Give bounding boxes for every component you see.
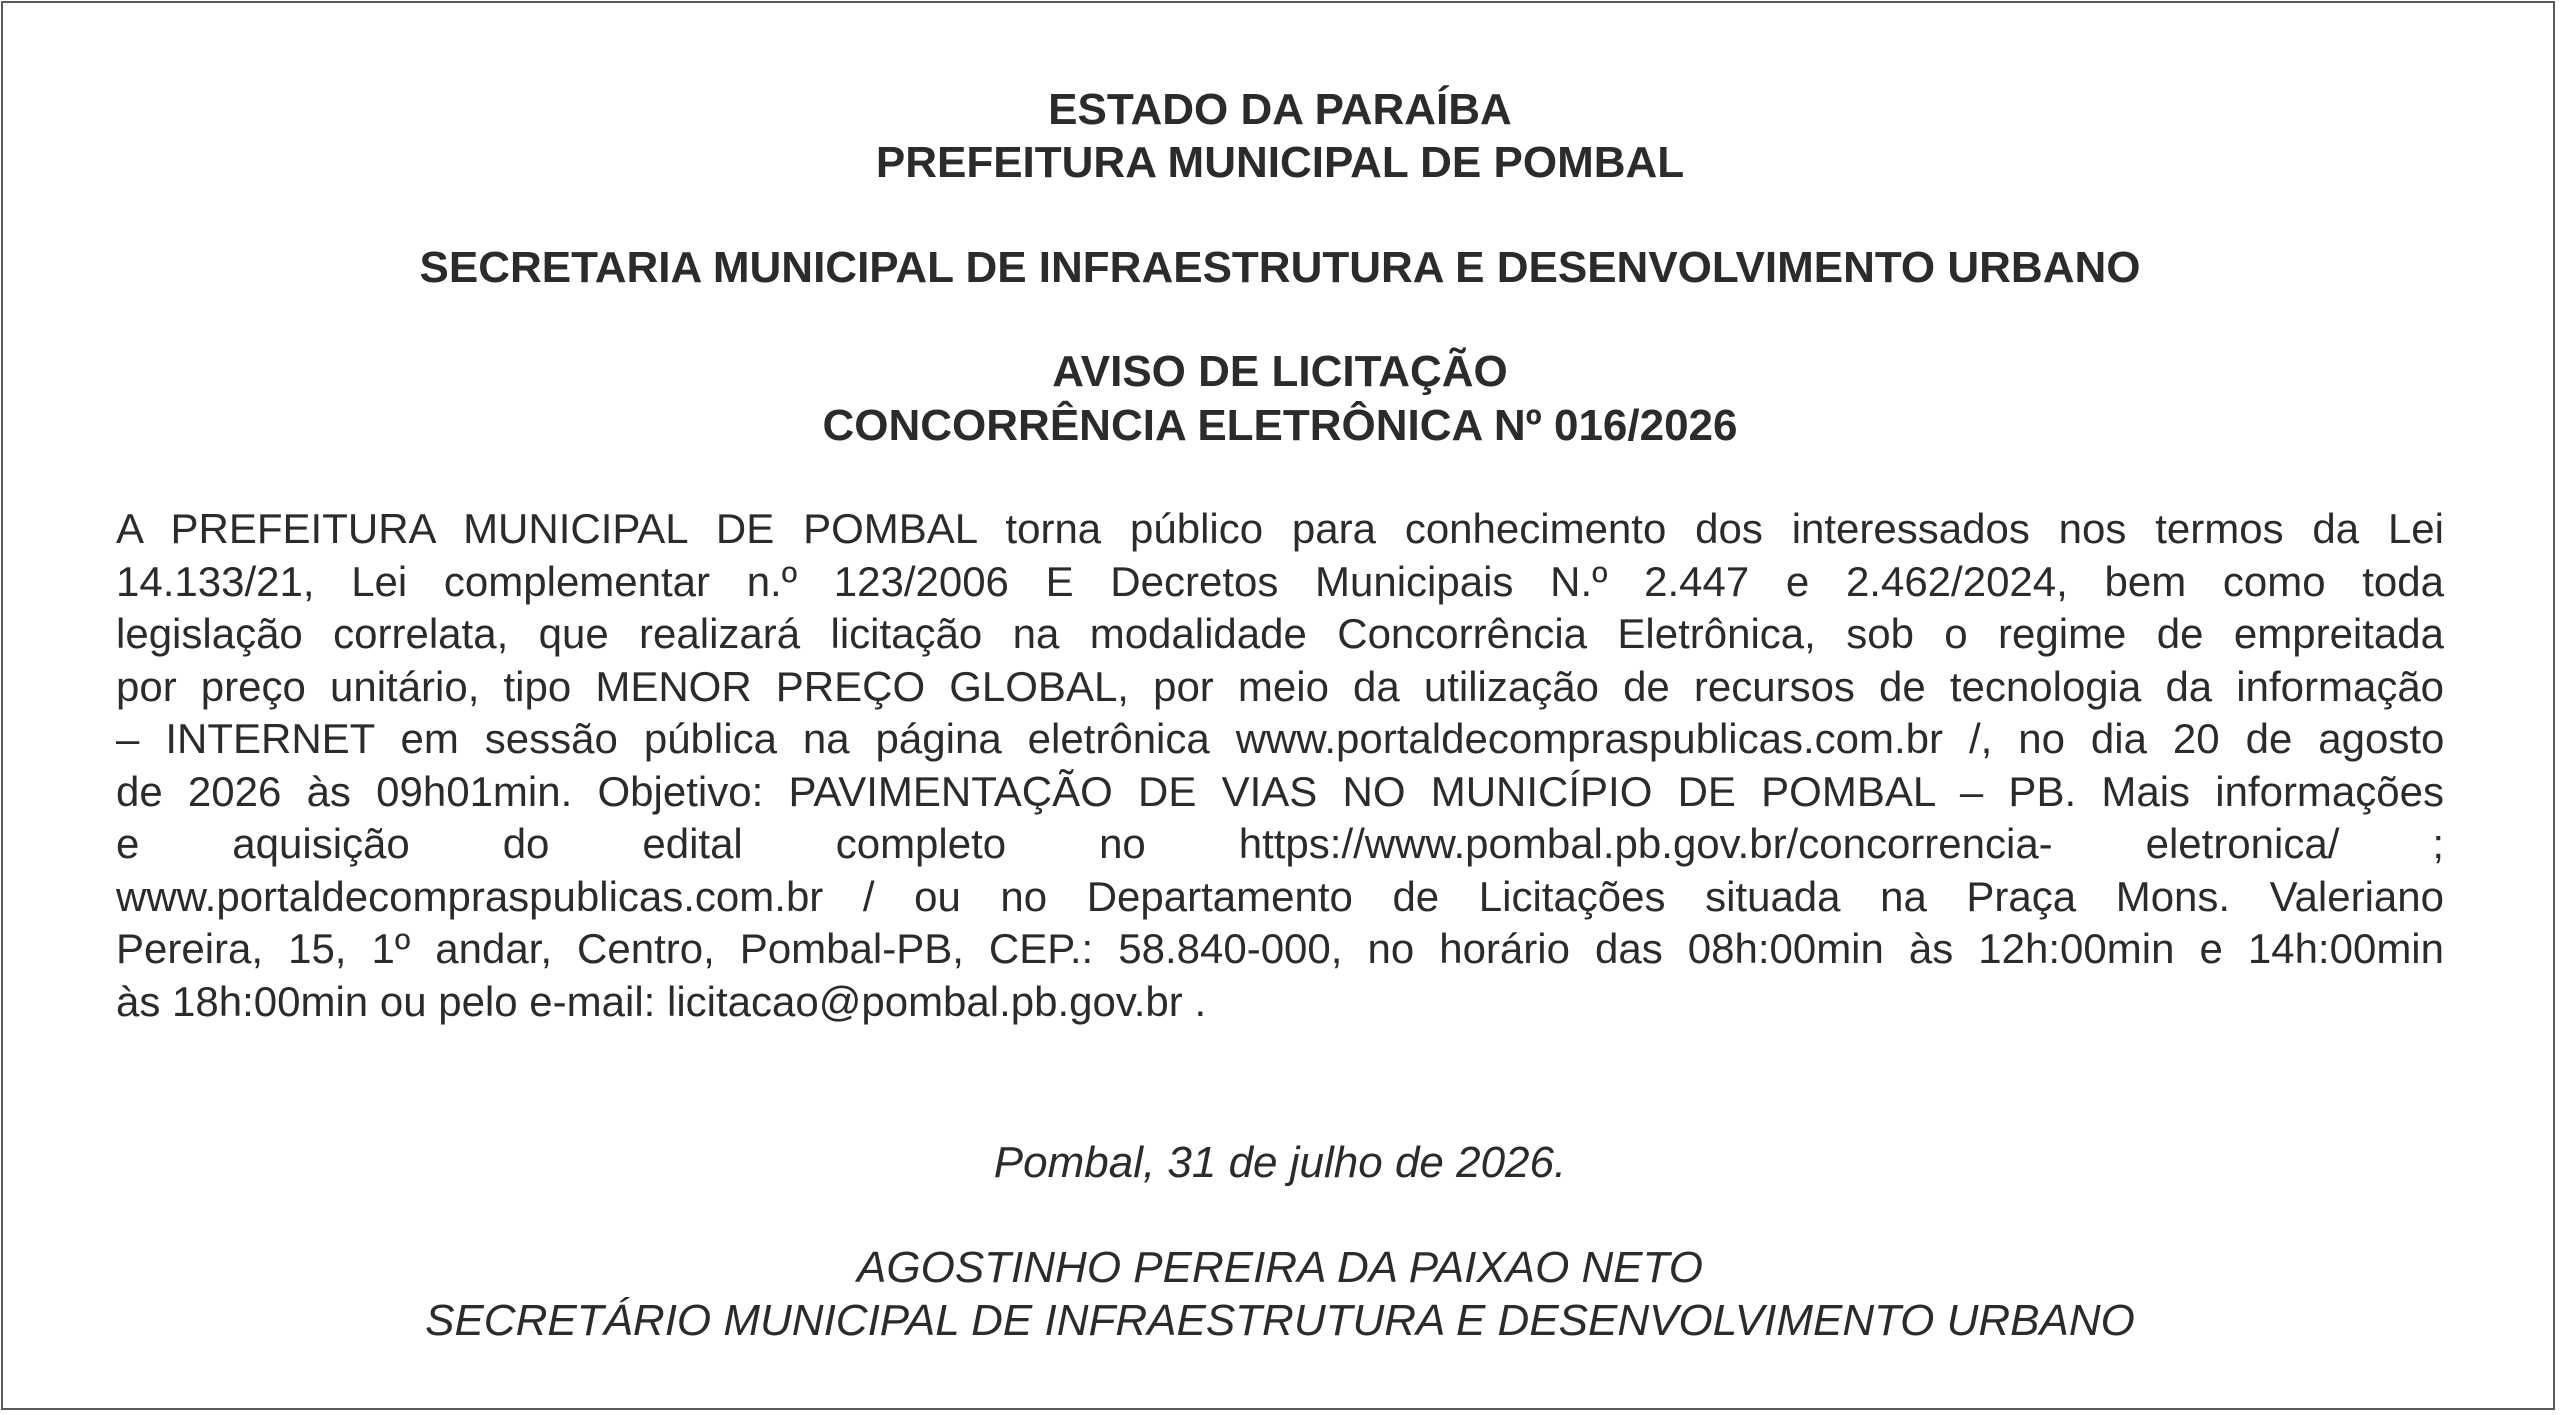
body-line: Pereira, 15, 1º andar, Centro, Pombal-PB, CEP.: 58.840-000, no horário das 08h:00min às 12h:00min e 14h:00min (116, 925, 2444, 972)
body-line: 14.133/21, Lei complementar n.º 123/2006 E Decretos Municipais N.º 2.447 e 2.462/2024, bem como toda (116, 557, 2444, 605)
municipality-heading: PREFEITURA MUNICIPAL DE POMBAL (875, 138, 1685, 187)
body-line: e aquisição do edital completo no https://www.pombal.pb.gov.br/concorrencia- eletronica/ ; (116, 820, 2444, 867)
body-line: – INTERNET em sessão pública na página eletrônica www.portaldecompraspublicas.com.br /, no dia 20 de agosto (116, 715, 2445, 762)
notice-type-heading: AVISO DE LICITAÇÃO (1052, 347, 1508, 396)
notice-body (116, 503, 2444, 1028)
place-date: Pombal, 31 de julho de 2026. (993, 1138, 1567, 1187)
signatory-title: SECRETÁRIO MUNICIPAL DE INFRAESTRUTURA E DESENVOLVIMENTO URBANO (425, 1296, 2135, 1345)
body-line: A PREFEITURA MUNICIPAL DE POMBAL torna público para conhecimento dos interessados nos termos da Lei (116, 505, 2444, 552)
secretariat-heading: SECRETARIA MUNICIPAL DE INFRAESTRUTURA E DESENVOLVIMENTO URBANO (419, 243, 2141, 292)
state-heading: ESTADO DA PARAÍBA (1048, 85, 1512, 134)
procurement-number-heading: CONCORRÊNCIA ELETRÔNICA Nº 016/2026 (822, 401, 1738, 450)
body-line: www.portaldecompraspublicas.com.br / ou no Departamento de Licitações situada na Praça Mons. Valeriano (116, 872, 2444, 920)
body-line: legislação correlata, que realizará licitação na modalidade Concorrência Eletrônica, sob o regime de empreitada (116, 610, 2444, 657)
body-line: às 18h:00min ou pelo e-mail: licitacao@pombal.pb.gov.br . (116, 977, 1207, 1025)
body-line: por preço unitário, tipo MENOR PREÇO GLOBAL, por meio da utilização de recursos de tecnologia da informação (116, 662, 2445, 710)
signatory-name: AGOSTINHO PEREIRA DA PAIXAO NETO (857, 1243, 1703, 1292)
body-line: de 2026 às 09h01min. Objetivo: PAVIMENTAÇÃO DE VIAS NO MUNICÍPIO DE POMBAL – PB. Mais informações (116, 767, 2444, 815)
